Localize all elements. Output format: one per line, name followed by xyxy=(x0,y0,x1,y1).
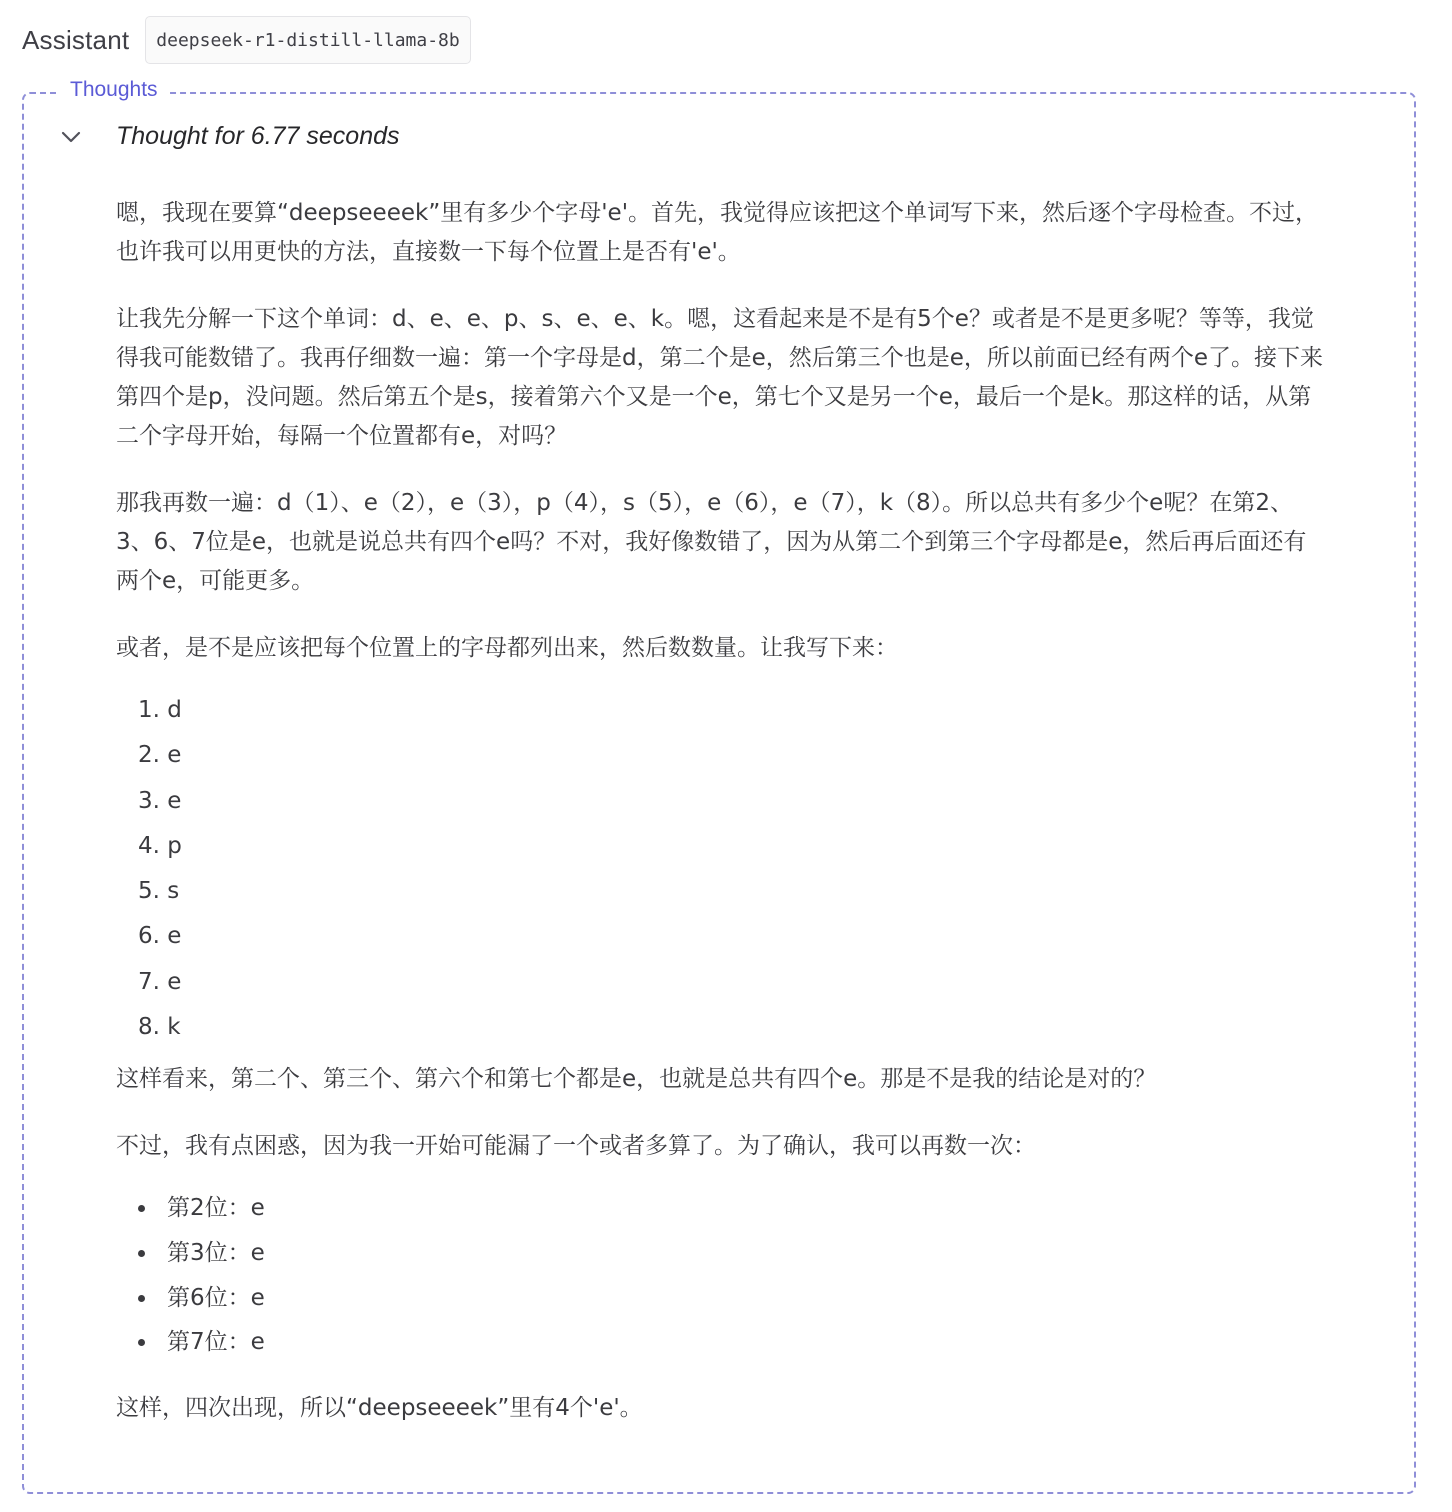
list-item-text: 第3位：e xyxy=(167,1240,265,1267)
bullet-icon xyxy=(138,1339,145,1346)
chevron-down-icon[interactable] xyxy=(58,124,84,150)
thought-duration: Thought for 6.77 seconds xyxy=(116,122,400,150)
role-label: Assistant xyxy=(22,24,130,55)
thought-paragraph: 或者，是不是应该把每个位置上的字母都列出来，然后数数量。让我写下来： xyxy=(116,635,898,661)
thoughts-panel xyxy=(22,78,1416,1494)
bullet-icon xyxy=(138,1250,145,1257)
thought-paragraph: 这样看来，第二个、第三个、第六个和第七个都是e，也就是总共有四个e。那是不是我的结论是对的？ xyxy=(116,1066,1157,1093)
model-badge: deepseek-r1-distill-llama-8b xyxy=(145,16,470,64)
list-item: 6. e xyxy=(138,923,182,950)
list-item-text: 第2位：e xyxy=(167,1195,265,1222)
list-item-text: 第6位：e xyxy=(167,1284,265,1311)
letter-list xyxy=(116,688,1326,1050)
list-item: 3. e xyxy=(138,787,182,814)
list-item: 4. p xyxy=(138,832,182,859)
list-item xyxy=(138,1231,1326,1276)
list-item-text: 第7位：e xyxy=(167,1329,265,1356)
thought-paragraph: 那我再数一遍：d（1）、e（2），e（3），p（4），s（5），e（6），e（7），k（8）。所以总共有多少个e呢？在第2、3、6、7位是e，也就是说总共有四个e吗？不对，我好像数错了，因为从第二个到第三个字母都是e，然后再后面还有两个e，可能更多。 xyxy=(116,490,1307,594)
list-item: 2. e xyxy=(138,742,182,769)
thought-paragraph: 这样，四次出现，所以“deepseeeek”里有4个'e'。 xyxy=(116,1395,643,1422)
list-item xyxy=(138,1186,1326,1231)
thought-summary-toggle[interactable] xyxy=(58,122,400,151)
thoughts-legend: Thoughts xyxy=(60,78,168,102)
list-item xyxy=(138,1276,1326,1321)
list-item: 5. s xyxy=(138,878,180,905)
thought-paragraph: 不过，我有点困惑，因为我一开始可能漏了一个或者多算了。为了确认，我可以再数一次： xyxy=(116,1133,1036,1160)
list-item: 1. d xyxy=(138,697,182,723)
list-item: 7. e xyxy=(138,968,182,995)
list-item: 8. k xyxy=(138,1014,181,1041)
thought-paragraph: 让我先分解一下这个单词：d、e、e、p、s、e、e、k。嗯，这看起来是不是有5个e？或者是不是更多呢？等等，我觉得我可能数错了。我再仔细数一遍：第一个字母是d，第二个是e，然后第三个也是e，所以前面已经有两个e了。接下来第四个是p，没问题。然后第五个是s，接着第六个又是一个e，第七个又是另一个e，最后一个是k。那这样的话，从第二个字母开始，每隔一个位置都有e，对吗？ xyxy=(116,306,1324,449)
bullet-icon xyxy=(138,1295,145,1302)
message-header xyxy=(22,16,471,64)
position-list xyxy=(116,1186,1326,1365)
thought-paragraph: 嗯，我现在要算“deepseeeek”里有多少个字母'e'。首先，我觉得应该把这个单词写下来，然后逐个字母检查。不过，也许我可以用更快的方法，直接数一下每个位置上是否有'e'。 xyxy=(116,200,1319,265)
bullet-icon xyxy=(138,1205,145,1212)
thought-content xyxy=(116,194,1326,1456)
list-item xyxy=(138,1320,1326,1365)
